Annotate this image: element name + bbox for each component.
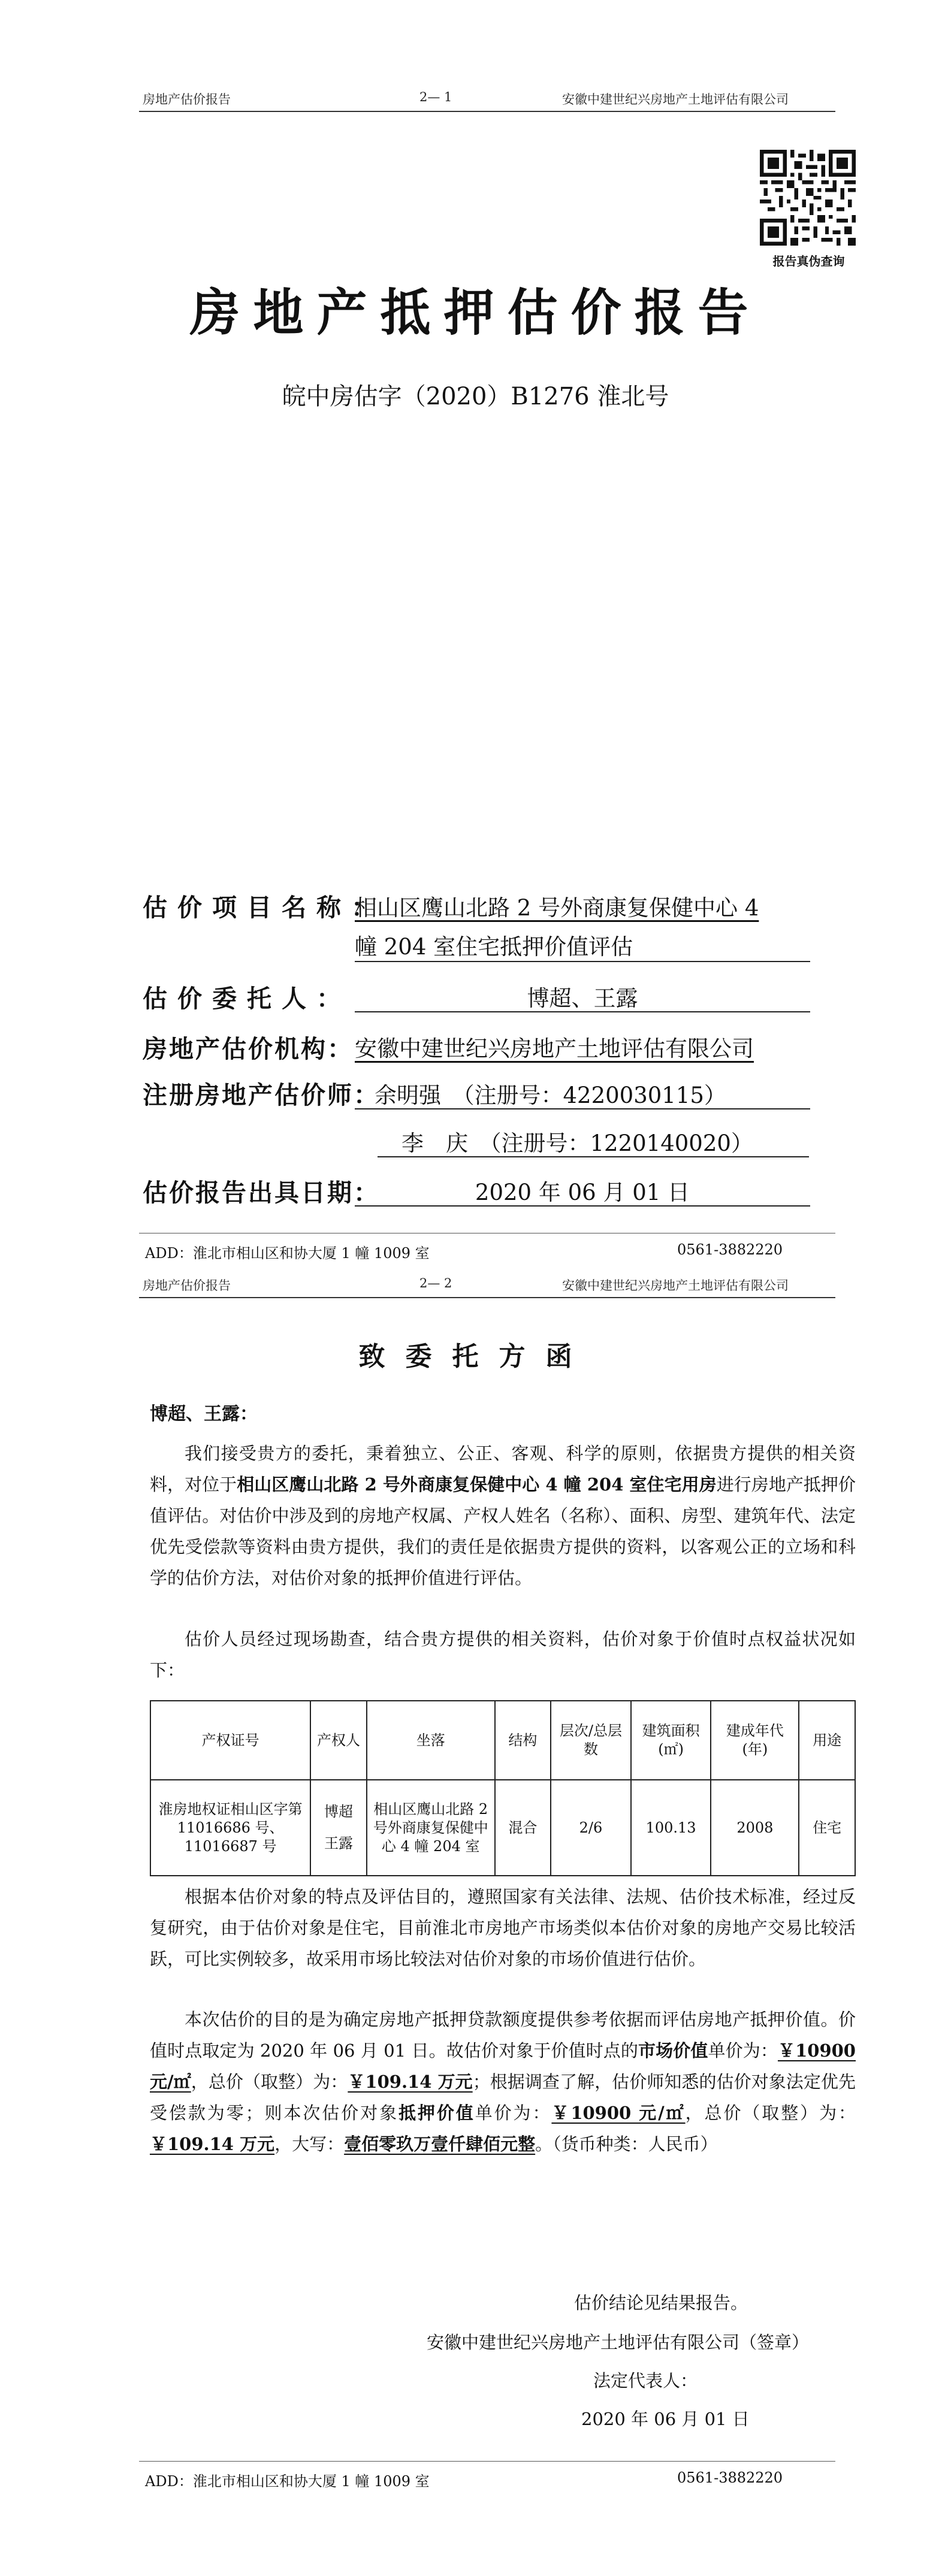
market-value-label: 市场价值	[638, 2040, 708, 2061]
col-header-structure: 结构	[495, 1701, 551, 1780]
report-title: 房地产抵押估价报告	[189, 283, 762, 342]
col-header-floor: 层次/总层数	[551, 1701, 631, 1780]
cell-owner-1: 博超	[324, 1803, 354, 1820]
qr-code-icon[interactable]	[760, 150, 856, 246]
market-total-price: ￥109.14 万元	[348, 2072, 473, 2092]
project-name-underline	[355, 961, 810, 962]
letter-title: 致委托方函	[358, 1341, 593, 1372]
page1-footer-address: ADD：淮北市相山区和协大厦 1 幢 1009 室	[145, 1245, 430, 1262]
closing-company: 安徽中建世纪兴房地产土地评估有限公司（签章）	[427, 2332, 810, 2353]
page2-footer-phone: 0561-3882220	[677, 2469, 783, 2486]
appraiser-2-underline	[378, 1156, 809, 1157]
page2-footer-address: ADD：淮北市相山区和协大厦 1 幢 1009 室	[145, 2473, 430, 2490]
qr-caption: 报告真伪查询	[772, 254, 845, 268]
closing-date: 2020 年 06 月 01 日	[581, 2409, 750, 2429]
client-value: 博超、王露	[527, 985, 638, 1011]
report-date-value: 2020 年 06 月 01 日	[475, 1180, 690, 1205]
client-underline	[355, 1011, 810, 1012]
paragraph-2: 估价人员经过现场勘查，结合贵方提供的相关资料，估价对象于价值时点权益状况如下：	[150, 1629, 856, 1680]
paragraph-1: 我们接受贵方的委托，秉着独立、公正、客观、科学的原则，依据贵方提供的相关资料，对位于相山区鹰山北路 2 号外商康复保健中心 4 幢 204 室住宅用房进行房地产抵押价值评估。对估价中涉及到的房地产权属、产权人姓名（名称）、面积、房型、建筑年代、法定优先受偿款等资料由贵方提供，我们的责任是依据贵方提供的资料，以客观公正的立场和科学的估价方法，对估价对象的抵押价值进行评估。	[150, 1443, 856, 1588]
appraiser-1: 余明强 （注册号：4220030115）	[375, 1083, 726, 1108]
paragraph-3: 根据本估价对象的特点及评估目的，遵照国家有关法律、法规、估价技术标准，经过反复研究，由于估价对象是住宅，目前淮北市房地产市场类似本估价对象的房地产交易比较活跃，可比实例较多，故采用市场比较法对估价对象的市场价值进行估价。	[150, 1886, 856, 1969]
paragraph-4: 本次估价的目的是为确定房地产抵押贷款额度提供参考依据而评估房地产抵押价值。价值时点取定为 2020 年 06 月 01 日。故估价对象于价值时点的市场价值单价为：￥10900 元/㎡，总价（取整）为：￥109.14 万元；根据调查了解，估价师知悉的估价对象法定优先受偿款为零；则本次估价对象抵押价值单价为：￥10900 元/㎡，总价（取整）为：￥109.14 万元，大写：壹佰零玖万壹仟肆佰元整。（货币种类：人民币）	[150, 2009, 856, 2154]
table-row	[150, 1780, 855, 1876]
market-unit-price: ￥10900 元/㎡	[150, 2040, 856, 2092]
agency-value: 安徽中建世纪兴房地产土地评估有限公司	[355, 1036, 754, 1062]
col-header-location: 坐落	[367, 1701, 495, 1780]
page2-header-right: 安徽中建世纪兴房地产土地评估有限公司	[562, 1278, 789, 1293]
page2-footer-rule	[139, 2461, 835, 2462]
page1-header-rule	[139, 111, 835, 112]
cell-owner-2: 王露	[324, 1835, 354, 1852]
page2-header-page: 2— 2	[419, 1276, 452, 1290]
cell-owner	[310, 1780, 367, 1876]
cell-location: 相山区鹰山北路 2 号外商康复保健中心 4 幢 204 室	[367, 1780, 495, 1876]
col-header-owner: 产权人	[310, 1701, 367, 1780]
appraiser-1-underline	[355, 1108, 810, 1109]
page1-header-right: 安徽中建世纪兴房地产土地评估有限公司	[562, 92, 789, 107]
col-header-area: 建筑面积(㎡)	[631, 1701, 711, 1780]
project-name-value: 相山区鹰山北路 2 号外商康复保健中心 4	[355, 895, 759, 921]
col-header-year: 建成年代(年)	[711, 1701, 799, 1780]
agency-label: 房地产估价机构：	[143, 1035, 354, 1063]
subject-property: 相山区鹰山北路 2 号外商康复保健中心 4 幢 204 室住宅用房	[237, 1474, 717, 1495]
cell-year: 2008	[711, 1780, 799, 1876]
col-header-use: 用途	[799, 1701, 855, 1780]
mortgage-total-price: ￥109.14 万元	[150, 2134, 275, 2154]
letter-addressee: 博超、王露：	[150, 1404, 258, 1425]
page2-header-rule	[139, 1297, 835, 1298]
project-name-value-cont: 幢 204 室住宅抵押价值评估	[355, 934, 633, 960]
page1-footer-phone: 0561-3882220	[677, 1241, 783, 1258]
amount-in-words: 壹佰零玖万壹仟肆佰元整	[344, 2134, 536, 2154]
property-rights-table	[150, 1700, 856, 1876]
appraiser-label: 注册房地产估价师：	[143, 1081, 380, 1109]
closing-conclusion: 估价结论见结果报告。	[574, 2293, 748, 2313]
cell-use: 住宅	[799, 1780, 855, 1876]
project-name-label: 估价项目名称：	[143, 893, 386, 922]
closing-legal-rep: 法定代表人：	[593, 2371, 698, 2391]
mortgage-value-label: 抵押价值	[398, 2103, 475, 2123]
col-header-cert: 产权证号	[150, 1701, 310, 1780]
appraiser-2: 李 庆 （注册号：1220140020）	[401, 1130, 753, 1156]
cell-floor: 2/6	[551, 1780, 631, 1876]
table-header-row	[150, 1701, 855, 1780]
page2-header-left: 房地产估价报告	[143, 1278, 231, 1293]
page1-header-page: 2— 1	[419, 90, 452, 104]
report-date-underline	[355, 1205, 810, 1207]
cell-cert: 淮房地权证相山区字第 11016686 号、11016687 号	[150, 1780, 310, 1876]
cell-structure: 混合	[495, 1780, 551, 1876]
report-date-label: 估价报告出具日期：	[143, 1178, 380, 1207]
page1-header-left: 房地产估价报告	[143, 92, 231, 107]
cell-area: 100.13	[631, 1780, 711, 1876]
client-label: 估价委托人：	[143, 984, 351, 1013]
mortgage-unit-price: ￥10900 元/㎡	[551, 2103, 686, 2123]
document-number: 皖中房估字（2020）B1276 淮北号	[282, 383, 669, 410]
